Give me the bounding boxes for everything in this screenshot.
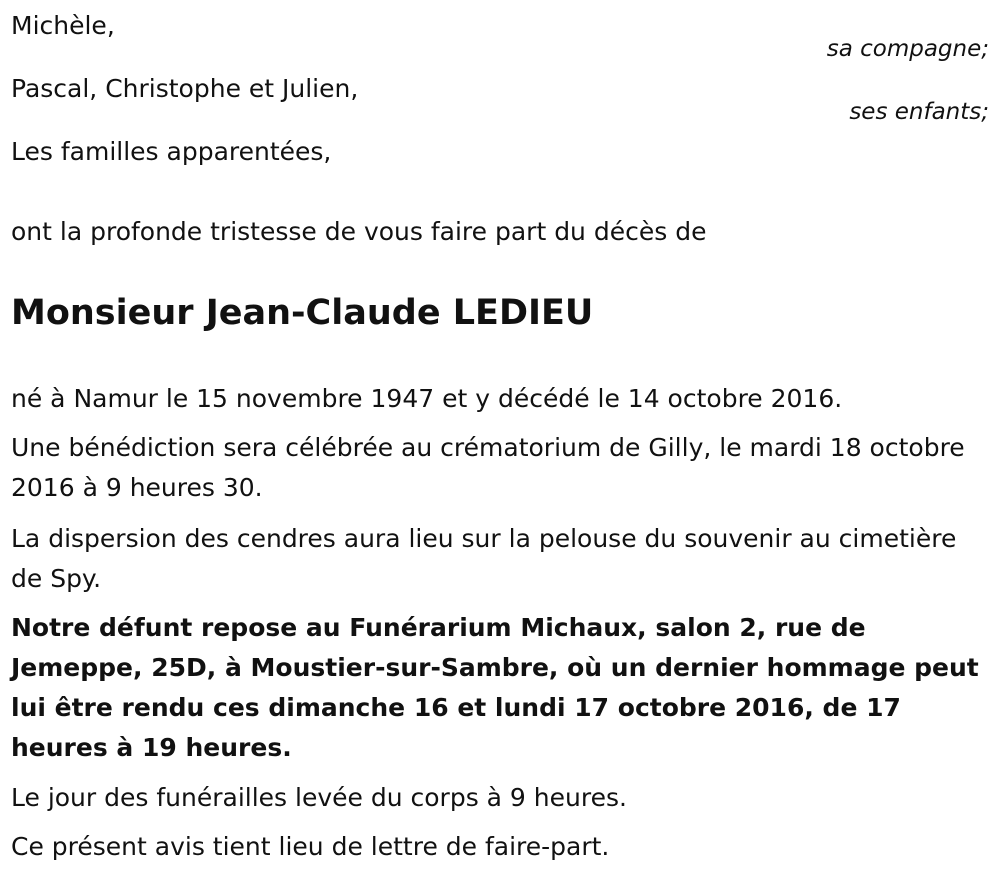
- visitation-text: Notre défunt repose au Funérarium Michaux, salon 2, rue de Jemeppe, 25D, à Moustier-sur-Sambre, où un dernier hommage peut lui être rendu ces dimanche 16 et lundi 17 octobre 2016, de 17 heures à 19 heures.: [11, 613, 979, 762]
- partner-role: sa compagne;: [826, 36, 989, 62]
- ceremony-text: Une bénédiction sera célébrée au crématorium de Gilly, le mardi 18 octobre 2016 à 9 heures 30.: [11, 433, 965, 502]
- birth-death-text: né à Namur le 15 novembre 1947 et y décédé le 14 octobre 2016.: [11, 384, 843, 413]
- relatives: Les familles apparentées,: [11, 137, 332, 166]
- announcement-text: ont la profonde tristesse de vous faire part du décès de: [11, 217, 707, 246]
- deceased-name: Monsieur Jean-Claude LEDIEU: [11, 293, 594, 333]
- children-names: Pascal, Christophe et Julien,: [11, 74, 359, 103]
- ashes-text: La dispersion des cendres aura lieu sur la pelouse du souvenir au cimetière de Spy.: [11, 524, 957, 593]
- partner-name: Michèle,: [11, 11, 115, 40]
- funeral-day-text: Le jour des funérailles levée du corps à 9 heures.: [11, 783, 627, 812]
- children-role: ses enfants;: [849, 99, 989, 125]
- notice-text: Ce présent avis tient lieu de lettre de faire-part.: [11, 832, 610, 861]
